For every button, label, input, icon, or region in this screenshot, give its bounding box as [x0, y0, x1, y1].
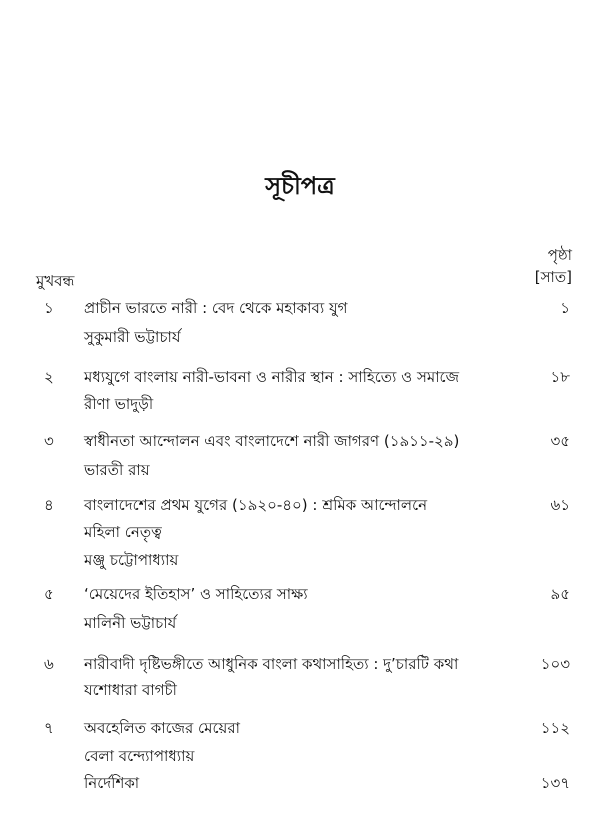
entry-author: ভারতী রায় — [84, 461, 150, 479]
entry-number: ১ — [44, 299, 54, 317]
entry-number: ২ — [44, 368, 54, 386]
entry-author: মালিনী ভট্টাচার্য — [84, 614, 177, 632]
index-title: নির্দেশিকা — [84, 774, 140, 792]
entry-author: মঞ্জু চট্টোপাধ্যায় — [84, 551, 179, 569]
entry-number: ৪ — [44, 496, 54, 514]
entry-title-continued: মহিলা নেতৃত্ব — [84, 523, 162, 541]
entry-title: নারীবাদী দৃষ্টিভঙ্গীতে আধুনিক বাংলা কথাসাহিত্য : দু’চারটি কথা — [84, 655, 459, 673]
entry-author: সুকুমারী ভট্টাচার্য — [84, 328, 181, 346]
entry-number: ৬ — [44, 655, 54, 673]
entry-title: ‘মেয়েদের ইতিহাস’ ও সাহিত্যের সাক্ষ্য — [84, 585, 308, 603]
entry-page: ৯৫ — [550, 585, 570, 603]
entry-number: ৭ — [44, 719, 54, 737]
entry-page: ১০৩ — [540, 655, 570, 673]
entry-title: বাংলাদেশের প্রথম যুগের (১৯২০-৪০) : শ্রমিক আন্দোলনে — [84, 496, 428, 514]
index-page: ১৩৭ — [540, 774, 570, 792]
entry-page: ১ — [560, 299, 570, 317]
entry-page: ৬১ — [550, 496, 570, 514]
entry-title: অবহেলিত কাজের মেয়েরা — [84, 719, 240, 737]
entry-author: রীণা ভাদুড়ী — [84, 395, 154, 413]
entry-title: মধ্যযুগে বাংলায় নারী-ভাবনা ও নারীর স্থান : সাহিত্যে ও সমাজে — [84, 368, 460, 386]
entry-number: ৫ — [44, 585, 54, 603]
entry-author: বেলা বন্দ্যোপাধ্যায় — [84, 747, 195, 765]
page-label: পৃষ্ঠা — [547, 246, 572, 264]
entry-page: ১১২ — [540, 719, 570, 737]
entry-page: ১৮ — [550, 368, 570, 386]
entry-author: যশোধারা বাগচী — [84, 681, 177, 699]
page-title: সূচীপত্র — [265, 172, 335, 200]
preface-page-number: [সাত] — [534, 268, 572, 286]
entry-title: স্বাধীনতা আন্দোলন এবং বাংলাদেশে নারী জাগরণ (১৯১১-২৯) — [84, 432, 460, 450]
page-column-header — [535, 244, 572, 288]
entry-page: ৩৫ — [550, 432, 570, 450]
preface-entry: মুখবন্ধ — [36, 272, 75, 290]
entry-number: ৩ — [44, 432, 54, 450]
entry-title: প্রাচীন ভারতে নারী : বেদ থেকে মহাকাব্য যুগ — [84, 299, 348, 317]
